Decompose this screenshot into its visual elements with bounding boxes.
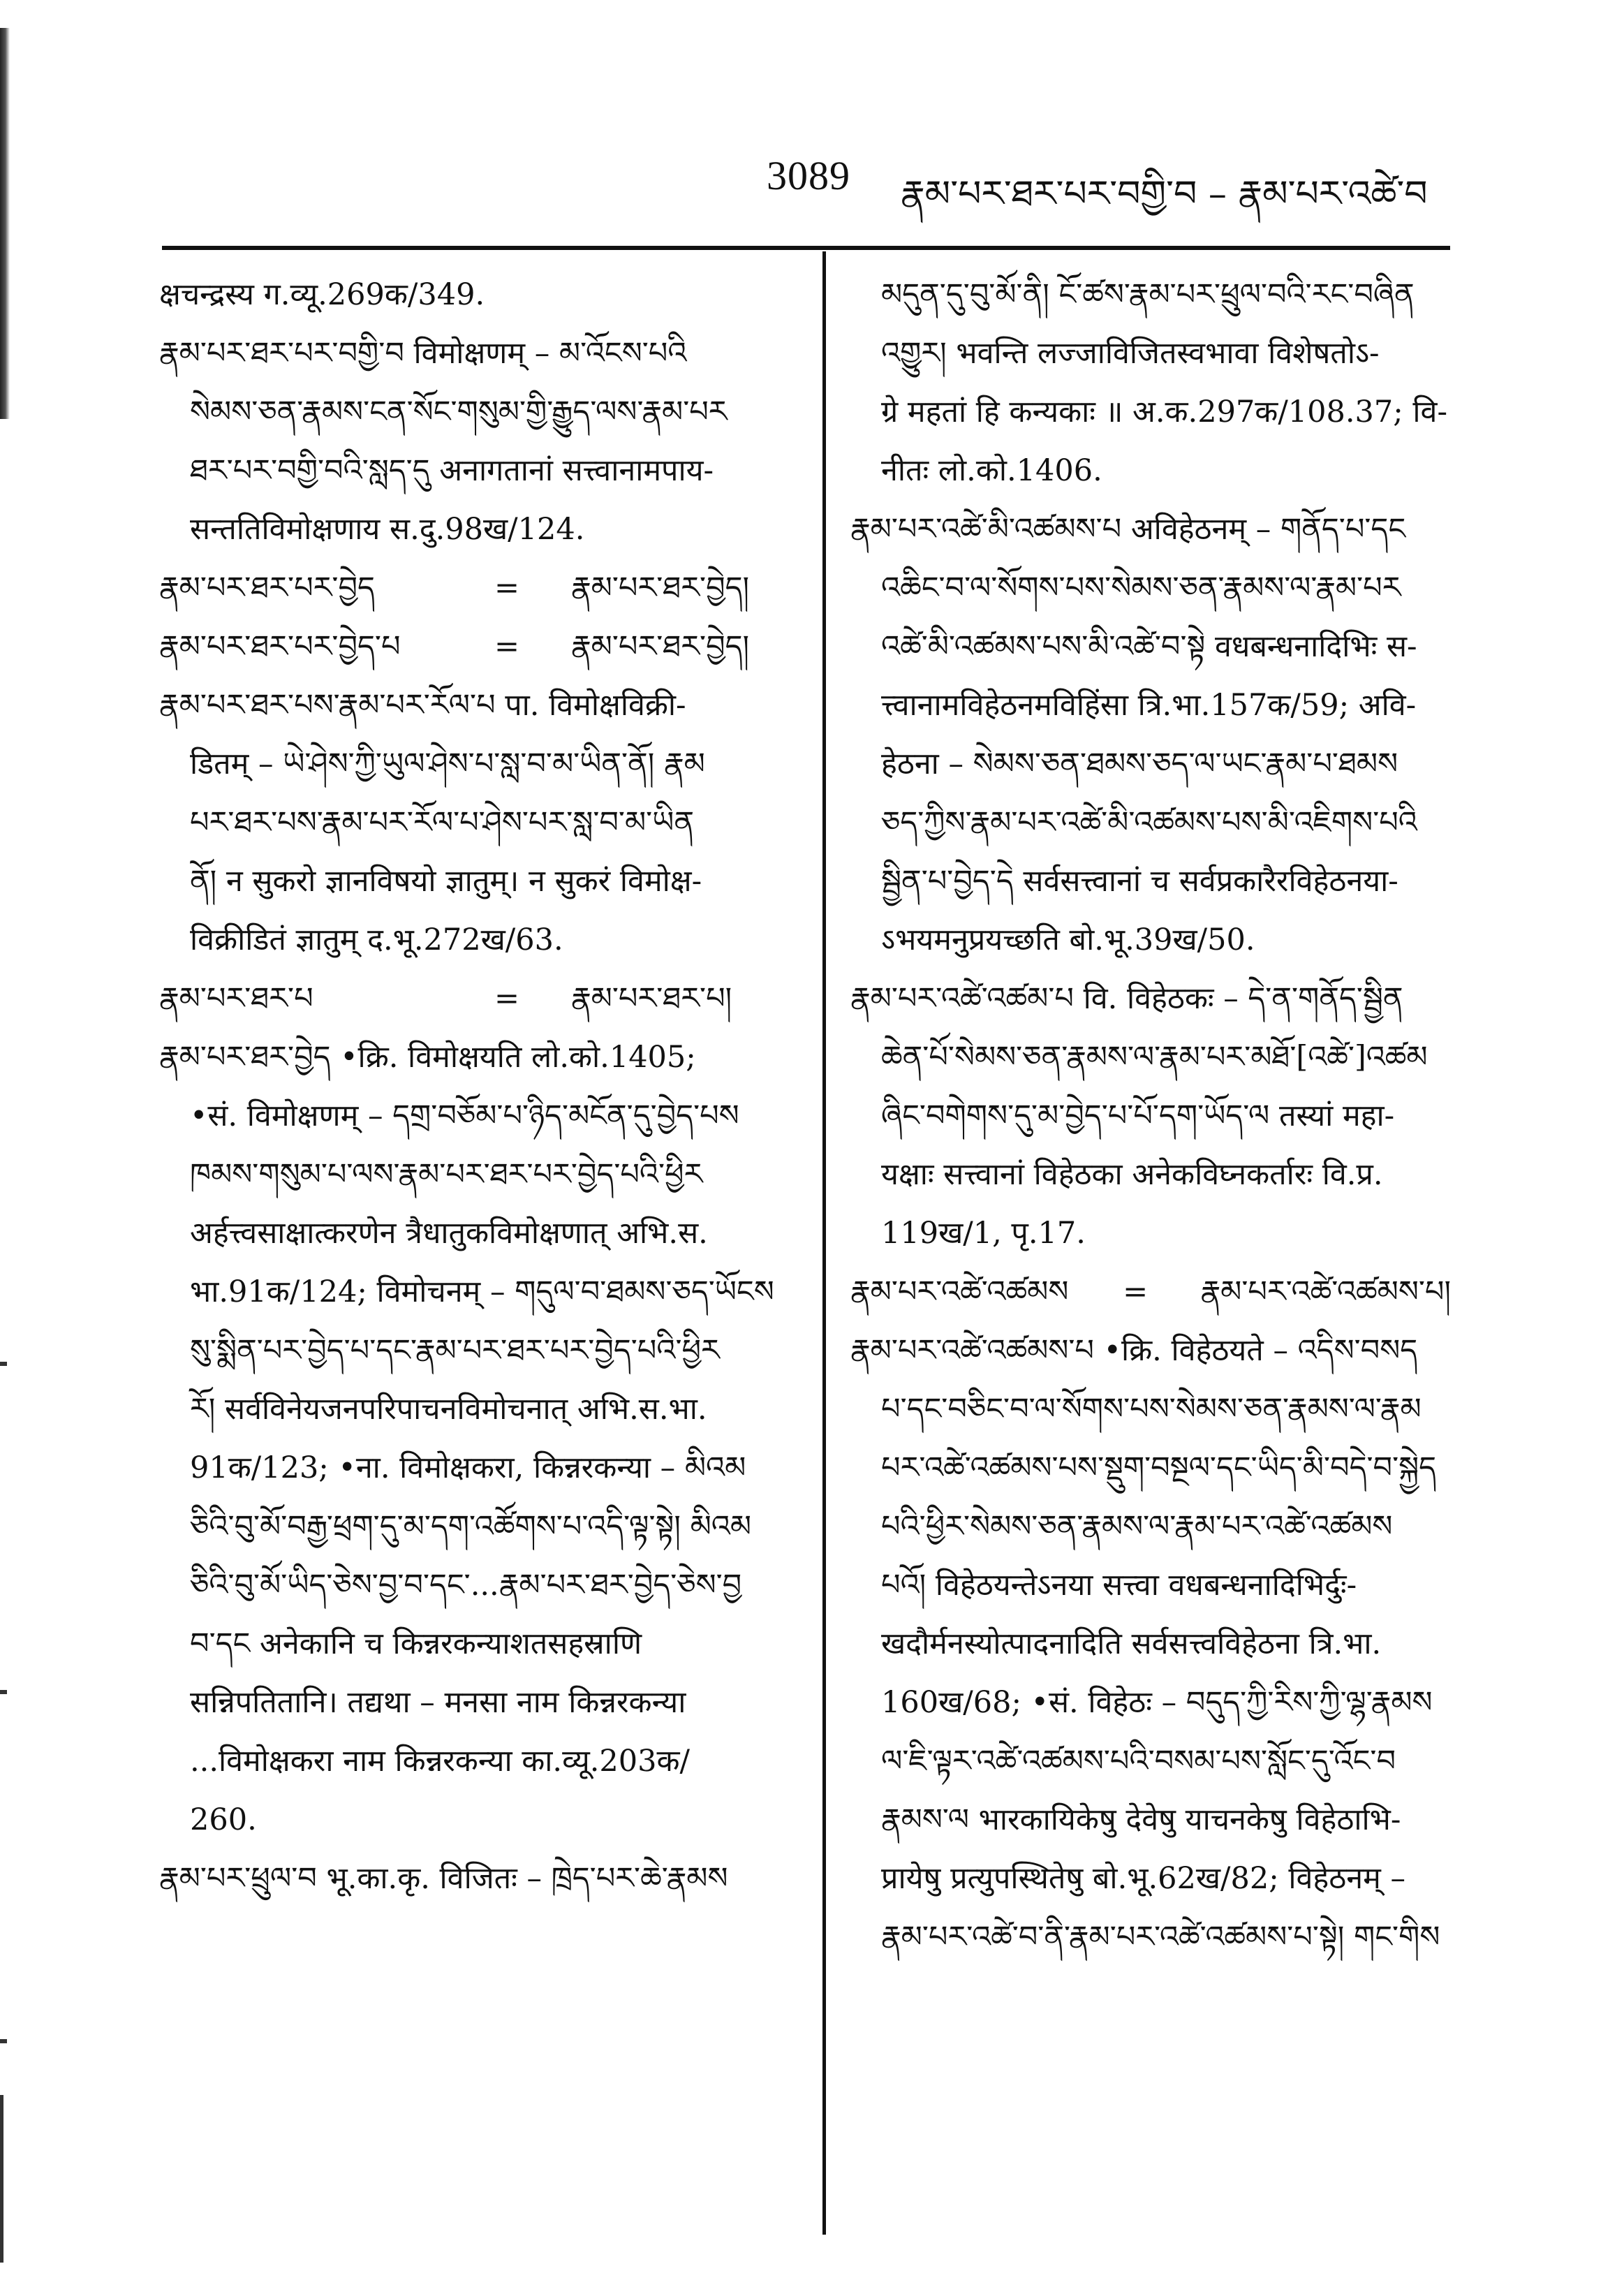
reference-target: རྣམ་པར་ཐར་པ། (571, 981, 732, 1016)
entry-continuation-line: ལ་ཇི་ལྟར་འཚེ་འཚམས་པའི་བསམ་པས་སློང་དུ་འོང་བ (881, 1744, 1396, 1779)
entry-continuation-line: विक्रीडितं ज्ञातुम् द.भू.272ख/63. (190, 922, 563, 957)
equals-sign: = (494, 571, 520, 605)
entry-continuation-line: 119ख/1, पृ.17. (881, 1216, 1086, 1251)
entry-continuation-line: अर्हत्त्वसाक्षात्करणेन त्रैधातुकविमोक्षणात् अभि.स. (190, 1216, 708, 1251)
entry-continuation-line: खदौर्मनस्योत्पादनादिति सर्वसत्त्वविहेठना त्रि.भा. (881, 1626, 1382, 1661)
entry-continuation-line: པར་འཚེ་འཚམས་པས་སྡུག་བསྔལ་དང་ཡིད་མི་བདེ་བ་སྐྱེད (881, 1450, 1437, 1485)
entry-headword-line: རྣམ་པར་ཐར་པར་བགྱི་བ विमोक्षणम् – མ་འོངས་པའི (159, 336, 687, 371)
reference-target: རྣམ་པར་འཚེ་འཚམས་པ། (1200, 1274, 1451, 1309)
entry-continuation-line: ནོ། न सुकरो ज्ञानविषयो ज्ञातुम्। न सुकरं विमोक्ष- (190, 864, 702, 899)
equals-sign: = (494, 629, 520, 664)
entry-continuation-line: རོ། सर्वविनेयजनपरिपाचनविमोचनात् अभि.स.भा. (190, 1392, 707, 1427)
entry-continuation-line: सन्निपतितानि। तद्यथा – मनसा नाम किन्नरकन्या (190, 1685, 686, 1720)
cross-reference-entry (159, 617, 805, 676)
entry-headword-line: क्षचन्द्रस्य ग.व्यू.269क/349. (159, 277, 485, 312)
scan-edge-shadow (0, 28, 10, 419)
entry-headword-line: རྣམ་པར་འཚེ་འཚམ་པ वि. विहेठकः – དེ་ན་གནོད་སྦྱིན (850, 981, 1403, 1016)
column-divider (822, 251, 826, 2235)
entry-continuation-line: འགྱུར། भवन्ति लज्जाविजितस्वभावा विशेषतोऽ- (881, 336, 1380, 371)
entry-continuation-line: 260. (190, 1802, 257, 1837)
entry-continuation-line: ཁམས་གསུམ་པ་ལས་རྣམ་པར་ཐར་པར་བྱེད་པའི་ཕྱིར (190, 1157, 703, 1192)
entry-continuation-line: ...विमोक्षकरा नाम किन्नरकन्या का.व्यू.203क/ (190, 1744, 690, 1779)
headword: རྣམ་པར་ཐར་པ (159, 981, 313, 1016)
entry-continuation-line: རྣམས་ལ भारकायिकेषु देवेषु याचनकेषु विहेठाभि- (881, 1802, 1401, 1837)
entry-continuation-line: सन्ततिविमोक्षणाय स.दु.98ख/124. (190, 512, 585, 547)
entry-continuation-line: त्त्वानामविहेठनमविहिंसा त्रि.भा.157क/59; अवि- (881, 688, 1417, 723)
entry-continuation-line: སེམས་ཅན་རྣམས་ངན་སོང་གསུམ་གྱི་རྒྱུད་ལས་རྣམ་པར (190, 395, 728, 429)
headword: རྣམ་པར་ཐར་པར་བྱེད (159, 571, 375, 605)
entry-continuation-line: 160ख/68; •सं. विहेठः – བདུད་ཀྱི་རིས་ཀྱི་ལྷ་རྣམས (881, 1685, 1433, 1720)
page-number: 3089 (767, 153, 850, 198)
running-head: རྣམ་པར་ཐར་པར་བགྱི་བ – རྣམ་པར་འཚེ་བ (901, 173, 1428, 215)
entry-continuation-line: ཐར་པར་བགྱི་བའི་སླད་དུ अनागतानां सत्त्वानामपाय- (190, 453, 714, 488)
entry-continuation-line: डितम् – ཡེ་ཤེས་ཀྱི་ཡུལ་ཤེས་པ་སླ་བ་མ་ཡིན་ནོ། རྣམ (190, 747, 705, 781)
scan-mark (0, 2039, 7, 2043)
reference-target: རྣམ་པར་ཐར་བྱེད། (571, 629, 750, 664)
headword: རྣམ་པར་འཚེ་འཚམས (850, 1274, 1069, 1309)
entry-continuation-line: ग्रे महतां हि कन्यकाः ॥ अ.क.297क/108.37; वि- (881, 395, 1447, 429)
entry-continuation-line: པའོ། विहेठयन्तेऽनया सत्त्वा वधबन्धनादिभिर्दुः- (881, 1568, 1357, 1603)
entry-continuation-line: སྦྱིན་པ་བྱེད་དེ सर्वसत्त्वानां च सर्वप्रकारैरविहेठनया- (881, 864, 1398, 899)
entry-continuation-line: སུ་སྨིན་པར་བྱེད་པ་དང་རྣམ་པར་ཐར་པར་བྱེད་པའི་ཕྱིར (190, 1333, 720, 1368)
entry-continuation-line: प्रायेषु प्रत्युपस्थितेषु बो.भू.62ख/82; विहेठनम् – (881, 1861, 1405, 1896)
entry-continuation-line: རྣམ་པར་འཚེ་བ་ནི་རྣམ་པར་འཚེ་འཚམས་པ་སྟེ། གང་གིས (881, 1920, 1440, 1955)
entry-headword-line: རྣམ་པར་ཕྲུལ་བ भू.का.कृ. विजितः – ཁྲེད་པར་ཆེ་རྣམས (159, 1861, 728, 1896)
entry-headword-line: རྣམ་པར་ཐར་པས་རྣམ་པར་རོལ་པ पा. विमोक्षविक्री- (159, 688, 686, 723)
scan-mark (0, 2095, 3, 2263)
entry-continuation-line: •सं. विमोक्षणम् – དགྲ་བཅོམ་པ་ཉིད་མངོན་དུ་བྱེད་པས (190, 1098, 739, 1133)
entry-continuation-line: པར་ཐར་པས་རྣམ་པར་རོལ་པ་ཤེས་པར་སླ་བ་མ་ཡིན (190, 805, 695, 840)
entry-continuation-line: ཆེན་པོ་སེམས་ཅན་རྣམས་ལ་རྣམ་པར་མཐོ་[འཚེ་]འཚམ (881, 1040, 1428, 1075)
entry-continuation-line: པ་དང་བཅིང་བ་ལ་སོགས་པས་སེམས་ཅན་རྣམས་ལ་རྣམ (881, 1392, 1422, 1427)
entry-continuation-line: ཅིའི་བུ་མོ་བརྒྱ་ཕྲག་དུ་མ་དག་འཚོགས་པ་འདི་ལྟ་སྟེ། མིའམ (190, 1509, 752, 1544)
entry-continuation-line: འཚེ་མི་འཚམས་པས་མི་འཚེ་བ་སྟེ वधबन्धनादिभिः स- (881, 629, 1417, 664)
equals-sign: = (494, 981, 520, 1016)
entry-continuation-line: ऽभयमनुप्रयच्छति बो.भू.39ख/50. (881, 922, 1255, 957)
entry-headword-line: རྣམ་པར་ཐར་བྱེད •क्रि. विमोक्षयति लो.को.1405; (159, 1040, 696, 1075)
cross-reference-entry (159, 969, 805, 1028)
entry-continuation-line: བ་དང अनेकानि च किन्नरकन्याशतसहस्राणि (190, 1626, 642, 1661)
scan-mark (0, 1690, 7, 1694)
right-column (850, 265, 1451, 1966)
entry-continuation-line: པའི་ཕྱིར་སེམས་ཅན་རྣམས་ལ་རྣམ་པར་འཚེ་འཚམས (881, 1509, 1393, 1544)
entry-continuation-line: भा.91क/124; विमोचनम् – གདུལ་བ་ཐམས་ཅད་ཡོངས (190, 1274, 774, 1309)
headword: རྣམ་པར་ཐར་པར་བྱེད་པ (159, 629, 401, 664)
entry-continuation-line: ཅིའི་བུ་མོ་ཡིད་ཅེས་བྱ་བ་དང་...རྣམ་པར་ཐར་བྱེད་ཅེས་བྱ (190, 1568, 742, 1603)
entry-continuation-line: नीतः लो.को.1406. (881, 453, 1102, 488)
page-header (0, 140, 1624, 223)
entry-headword-line: རྣམ་པར་འཚེ་འཚམས་པ •क्रि. विहेठयते – འདིས་བསད (850, 1333, 1418, 1368)
header-rule (162, 246, 1450, 250)
entry-continuation-line: 91क/123; •ना. विमोक्षकरा, किन्नरकन्या – མིའམ (190, 1450, 746, 1485)
entry-headword-line: རྣམ་པར་འཚེ་མི་འཚམས་པ अविहेठनम् – གནོད་པ་དང (850, 512, 1406, 547)
entry-continuation-line: ཞིང་བགེགས་དུ་མ་བྱེད་པ་པོ་དག་ཡོད་ལ तस्यां महा- (881, 1098, 1395, 1133)
entry-continuation-line: མདུན་དུ་བུ་མོ་ནི། ངོ་ཚས་རྣམ་པར་ཕྲུལ་བའི་རང་བཞིན (881, 277, 1415, 312)
entry-continuation-line: འཆིང་བ་ལ་སོགས་པས་སེམས་ཅན་རྣམས་ལ་རྣམ་པར (881, 571, 1401, 605)
reference-target: རྣམ་པར་ཐར་བྱེད། (571, 571, 750, 605)
entry-continuation-line: हेठना – སེམས་ཅན་ཐམས་ཅད་ལ་ཡང་རྣམ་པ་ཐམས (881, 747, 1398, 781)
equals-sign: = (1123, 1274, 1149, 1309)
left-column (159, 265, 805, 1908)
cross-reference-entry (159, 559, 805, 617)
entry-continuation-line: यक्षाः सत्त्वानां विहेठका अनेकविघ्नकर्तारः वि.प्र. (881, 1157, 1383, 1192)
scan-mark (0, 1362, 7, 1366)
entry-continuation-line: ཅད་ཀྱིས་རྣམ་པར་འཚེ་མི་འཚམས་པས་མི་འཇིགས་པའི (881, 805, 1417, 840)
cross-reference-entry (850, 1263, 1451, 1321)
